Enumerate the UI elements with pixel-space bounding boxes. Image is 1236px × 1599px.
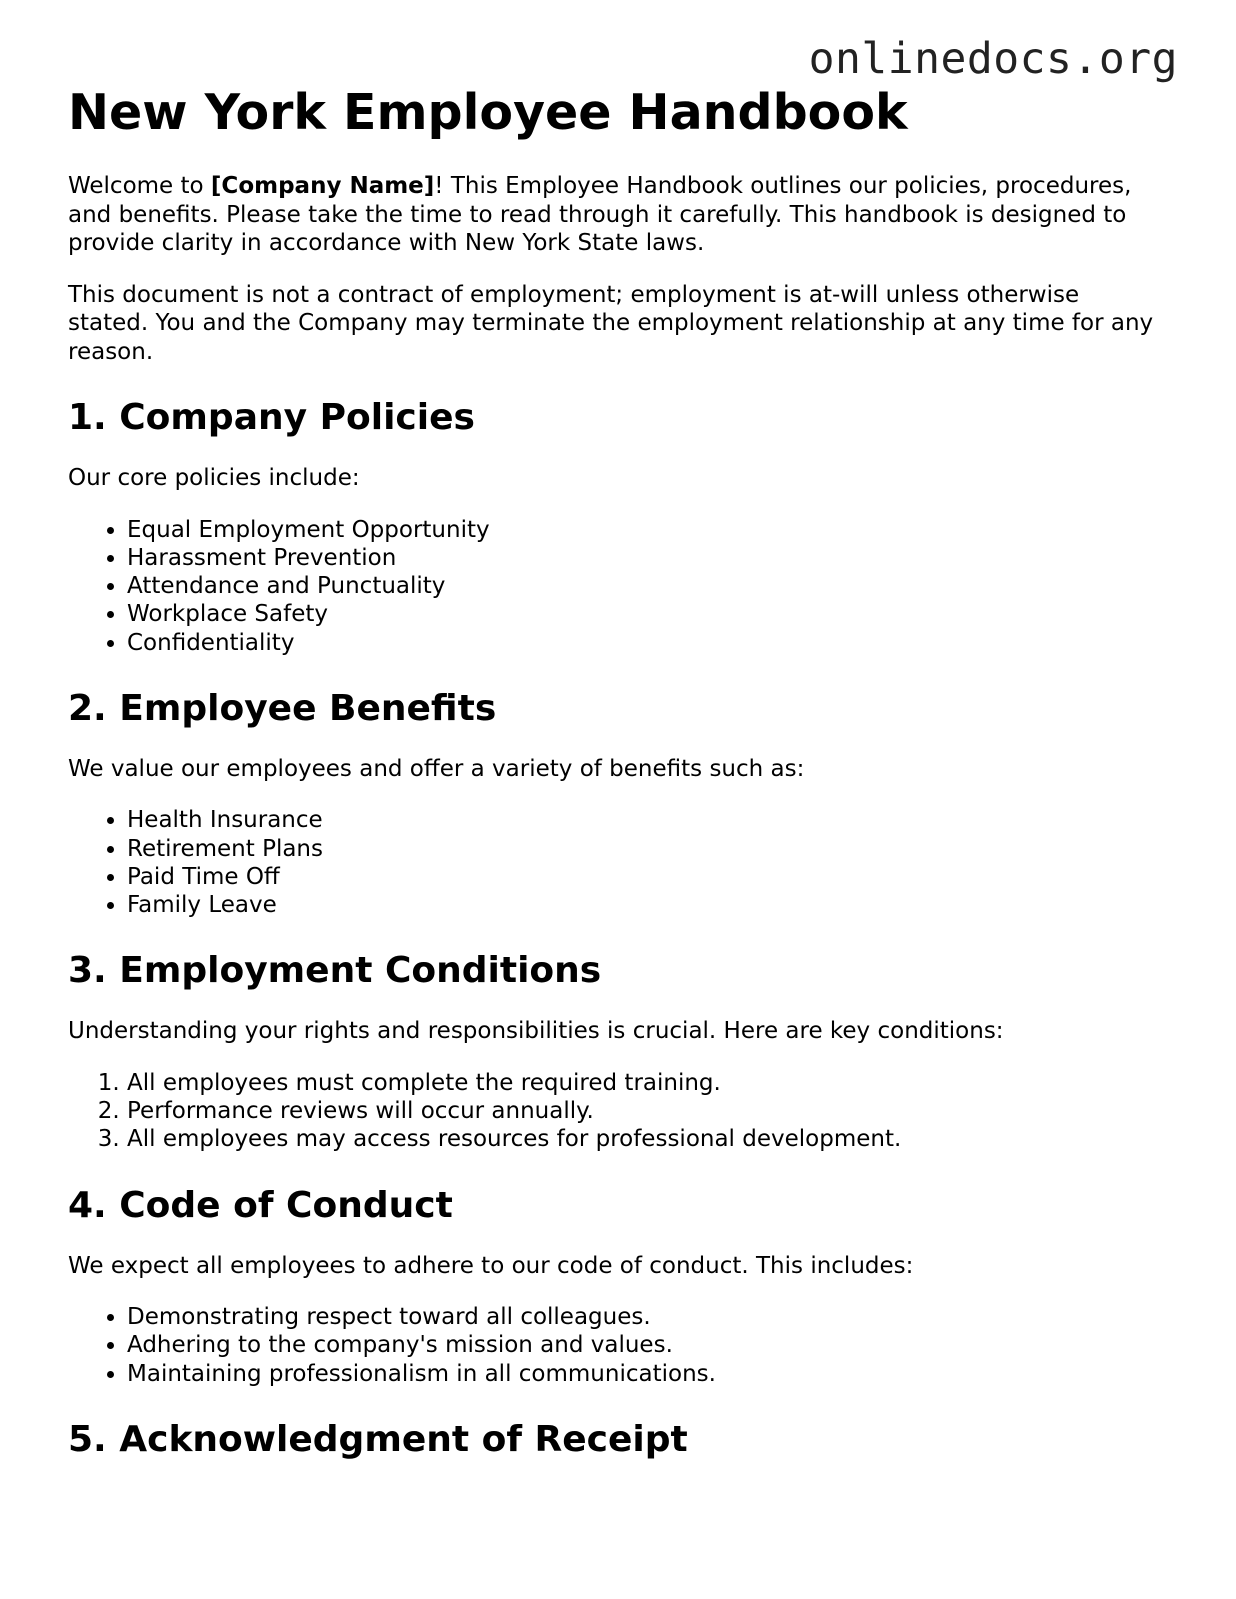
list-item: • Confidentiality (127, 629, 1158, 657)
conduct-list (68, 1303, 1158, 1388)
document-body (68, 172, 1158, 1486)
section-heading: 2. Employee Benefits (68, 687, 497, 729)
section-lead: Our core policies include: (68, 465, 360, 492)
section-code-of-conduct (68, 1184, 1158, 1388)
list-item: 3. All employees may access resources for professional development. (127, 1125, 1158, 1153)
section-acknowledgment (68, 1418, 1158, 1461)
list-item: • Family Leave (127, 891, 1158, 919)
list-item: • Equal Employment Opportunity (127, 516, 1158, 544)
section-lead: We value our employees and offer a variety of benefits such as: (68, 755, 805, 782)
section-lead: We expect all employees to adhere to our code of conduct. This includes: (68, 1252, 914, 1279)
document-title: New York Employee Handbook (68, 84, 908, 141)
list-item: • Demonstrating respect toward all colleagues. (127, 1303, 1158, 1331)
section-lead: Understanding your rights and responsibilities is crucial. Here are key conditions: (68, 1018, 1004, 1045)
watermark-logo: onlinedocs.org (808, 34, 1178, 84)
section-heading: 5. Acknowledgment of Receipt (68, 1418, 688, 1460)
list-item: 2. Performance reviews will occur annually. (127, 1097, 1158, 1125)
company-name-placeholder: [Company Name] (210, 173, 435, 199)
list-item: • Paid Time Off (127, 863, 1158, 891)
disclaimer-paragraph: This document is not a contract of employment; employment is at-will unless otherwise stated. You and the Company may terminate the employment relationship at any time for any reason. (68, 281, 1154, 365)
list-item: • Health Insurance (127, 806, 1158, 834)
list-item: • Attendance and Punctuality (127, 572, 1158, 600)
list-item: • Workplace Safety (127, 600, 1158, 628)
list-item: 1. All employees must complete the required training. (127, 1069, 1158, 1097)
section-company-policies (68, 396, 1158, 657)
intro-text-start: Welcome to (68, 173, 211, 199)
intro-text-end: ! This Employee Handbook outlines our policies, procedures, and benefits. Please take the time to read through it carefully. This handbook is designed to provide clarity in accordance with New York State laws. (68, 173, 1132, 256)
list-item: • Harassment Prevention (127, 544, 1158, 572)
section-heading: 1. Company Policies (68, 397, 475, 438)
list-item: • Adhering to the company's mission and values. (127, 1331, 1158, 1359)
section-employment-conditions (68, 949, 1158, 1153)
benefits-list (68, 806, 1158, 919)
section-heading: 3. Employment Conditions (68, 950, 602, 992)
intro-paragraph (68, 172, 1158, 258)
policies-list (68, 516, 1158, 657)
section-employee-benefits (68, 687, 1158, 920)
list-item: • Retirement Plans (127, 835, 1158, 863)
section-heading: 4. Code of Conduct (68, 1184, 453, 1226)
conditions-list (68, 1069, 1158, 1154)
list-item: • Maintaining professionalism in all communications. (127, 1360, 1158, 1388)
